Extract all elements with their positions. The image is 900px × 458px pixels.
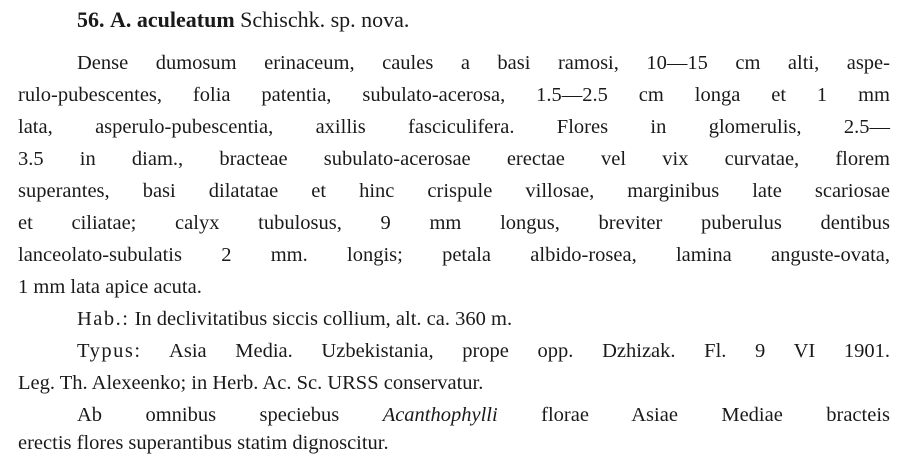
habitat-label: Hab.: xyxy=(77,308,130,330)
description-line: lanceolato-subulatis 2 mm. longis; petala albido-rosea, lamina anguste-ovata, xyxy=(18,244,890,266)
typus-line1: Asia Media. Uzbekistania, prope opp. Dzhizak. Fl. 9 VI 1901. xyxy=(169,340,890,362)
description-line: 1 mm lata apice acuta. xyxy=(18,276,202,298)
species-epithet: aculeatum xyxy=(136,7,235,32)
habitat-paragraph xyxy=(77,306,890,332)
diagnosis-line2: erectis flores superantibus statim dignoscitur. xyxy=(18,432,389,454)
habitat-text: In declivitatibus siccis collium, alt. ca. 360 m. xyxy=(134,308,513,330)
species-author: Schischk. sp. nova. xyxy=(240,7,410,32)
description-line: 3.5 in diam., bracteae subulato-acerosae erectae vel vix curvatae, florem xyxy=(18,148,890,170)
diagnosis-paragraph xyxy=(77,402,890,428)
description-line: rulo-pubescentes, folia patentia, subulato-acerosa, 1.5—2.5 cm longa et 1 mm xyxy=(18,84,890,106)
typus-label: Typus: xyxy=(77,340,142,362)
description-line: superantes, basi dilatatae et hinc crispule villosae, marginibus late scariosae xyxy=(18,180,890,202)
species-number: 56. xyxy=(77,7,105,32)
genus-abbreviation: A. xyxy=(110,7,132,32)
description-line: et ciliatae; calyx tubulosus, 9 mm longus, breviter puberulus dentibus xyxy=(18,212,890,234)
typus-paragraph xyxy=(77,338,890,364)
description-line: lata, asperulo-pubescentia, axillis fasciculifera. Flores in glomerulis, 2.5— xyxy=(18,116,890,138)
description-line: Dense dumosum erinaceum, caules a basi ramosi, 10—15 cm alti, aspe- xyxy=(77,52,890,74)
typus-line2: Leg. Th. Alexeenko; in Herb. Ac. Sc. URSS conservatur. xyxy=(18,372,484,394)
diagnosis-text-before: Ab omnibus speciebus xyxy=(77,404,340,426)
species-heading xyxy=(77,6,409,34)
diagnosis-text-after: florae Asiae Mediae bracteis xyxy=(541,404,890,426)
diagnosis-genus: Acanthophylli xyxy=(382,404,498,426)
